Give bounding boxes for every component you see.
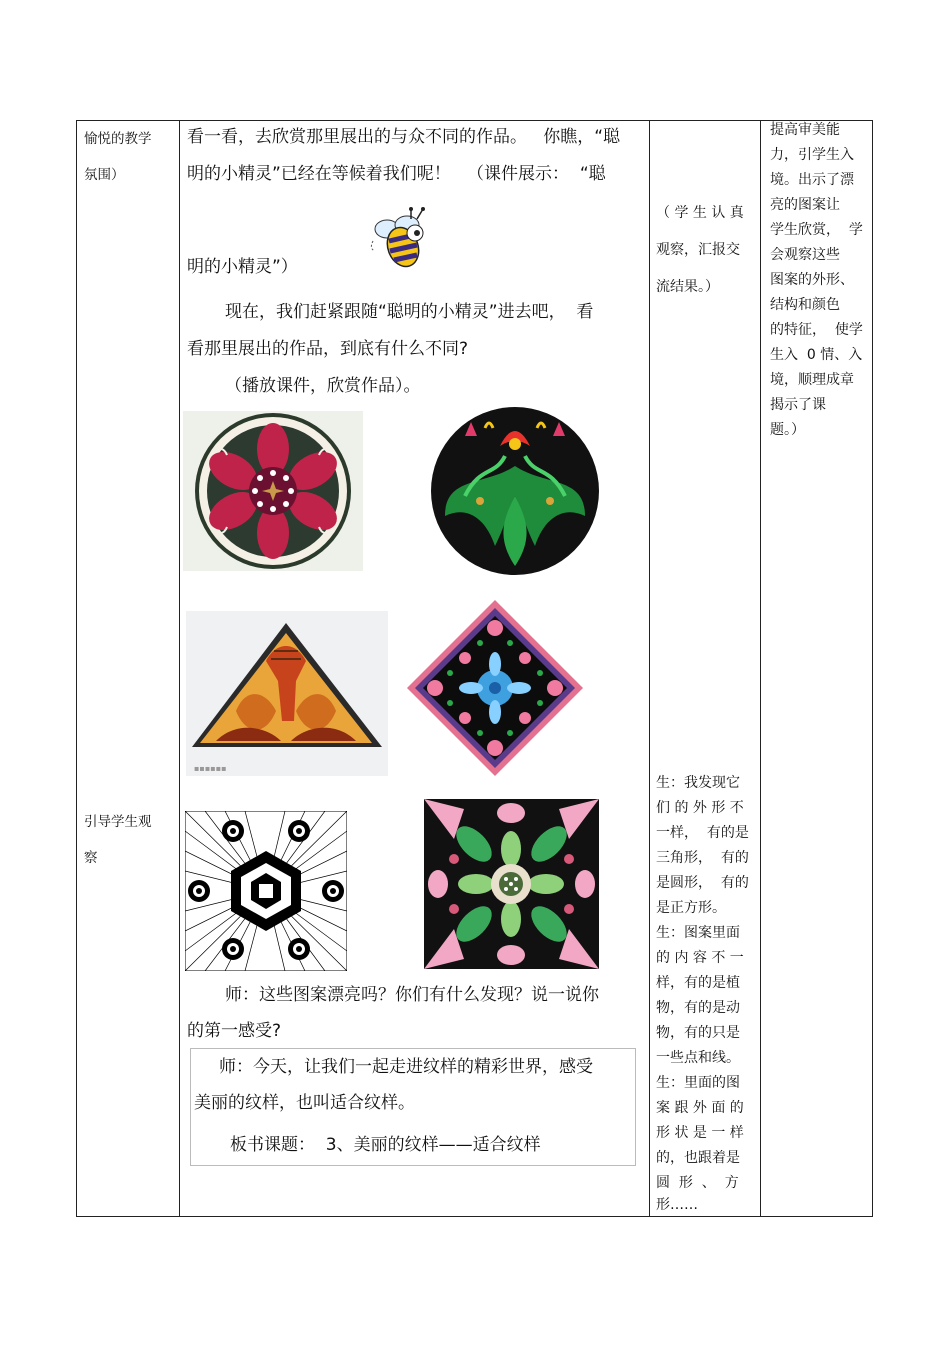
student-answer: 三角形， 有的 xyxy=(656,850,749,866)
student-activity-column xyxy=(650,121,760,1216)
paragraph-line: 师：今天，让我们一起走进纹样的精彩世界，感受 xyxy=(219,1057,593,1077)
intent-note: 的特征， 使学 xyxy=(770,322,863,338)
lesson-table xyxy=(76,120,873,1217)
intent-note: 会观察这些 xyxy=(770,247,840,263)
triangle-pattern-image xyxy=(186,611,388,776)
paragraph-line: 美丽的纹样，也叫适合纹样。 xyxy=(194,1093,415,1113)
paragraph-line: 师：这些图案漂亮吗？你们有什么发现？说一说你 xyxy=(225,985,599,1005)
student-answer: 一些点和线。 xyxy=(656,1050,740,1066)
paragraph-line: 看一看，去欣赏那里展出的与众不同的作品。 你瞧，“聪 xyxy=(187,127,621,147)
student-answer: 生：图案里面 xyxy=(656,925,740,941)
bee-mascot-image xyxy=(367,207,433,277)
student-note: （ 学 生 认 真 xyxy=(656,205,744,221)
intent-note: 学生欣赏， 学 xyxy=(770,222,863,238)
student-note: 流结果。） xyxy=(656,279,719,295)
stage-label: 愉悦的教学 xyxy=(84,131,152,147)
svg-text:▪▪▪▪▪▪: ▪▪▪▪▪▪ xyxy=(194,764,227,773)
intent-note: 结构和颜色 xyxy=(770,297,840,313)
stage-label: 氛围） xyxy=(84,167,125,183)
student-answer: 的 内 容 不 一 xyxy=(656,950,744,966)
intent-note: 揭示了课 xyxy=(770,397,826,413)
intent-note: 图案的外形、 xyxy=(770,272,854,288)
teacher-activity-column xyxy=(180,121,649,1216)
paragraph-line: 的第一感受? xyxy=(187,1021,282,1041)
intent-note: 境，顺理成章 xyxy=(770,372,854,388)
student-answer: 物，有的只是 xyxy=(656,1025,740,1041)
lesson-topic-box xyxy=(190,1048,636,1166)
design-intent-column xyxy=(761,121,872,1216)
paragraph-line: 现在，我们赶紧跟随“聪明的小精灵”进去吧， 看 xyxy=(225,302,594,322)
paragraph-line: 明的小精灵”） xyxy=(187,257,298,277)
student-answer: 是圆形， 有的 xyxy=(656,875,749,891)
student-note: 观察，汇报交 xyxy=(656,242,740,258)
stage-label: 引导学生观 xyxy=(84,814,152,830)
round-plant-pattern-image xyxy=(425,406,605,576)
intent-note: 境。出示了漂 xyxy=(770,172,854,188)
intent-note: 生入 0 情、入 xyxy=(770,347,863,363)
intent-note: 提高审美能 xyxy=(770,122,840,138)
student-answer: 样，有的是植 xyxy=(656,975,740,991)
board-title: 板书课题： 3、美丽的纹样——适合纹样 xyxy=(230,1135,541,1155)
square-floral-pattern-image xyxy=(424,799,599,969)
student-answer: 生：我发现它 xyxy=(656,775,740,791)
student-answer: 案 跟 外 面 的 xyxy=(656,1100,744,1116)
student-answer: 一样， 有的是 xyxy=(656,825,749,841)
student-answer: 生：里面的图 xyxy=(656,1075,740,1091)
diamond-flower-pattern-image xyxy=(405,598,585,778)
black-white-line-pattern-image xyxy=(185,811,347,971)
student-answer: 形 状 是 一 样 xyxy=(656,1125,744,1141)
paragraph-line: 看那里展出的作品，到底有什么不同? xyxy=(187,339,469,359)
stage-column xyxy=(77,121,179,1216)
round-flower-pattern-image xyxy=(183,411,363,571)
paragraph-line: 明的小精灵”已经在等候着我们呢！ （课件展示： “聪 xyxy=(187,164,606,184)
paragraph-line: （播放课件，欣赏作品）。 xyxy=(225,376,421,396)
student-answer: 们 的 外 形 不 xyxy=(656,800,744,816)
student-answer: 是正方形。 xyxy=(656,900,726,916)
student-answer: 的，也跟着是 xyxy=(656,1150,740,1166)
intent-note: 亮的图案让 xyxy=(770,197,840,213)
intent-note: 题。） xyxy=(770,422,805,438)
student-answer: 物，有的是动 xyxy=(656,1000,740,1016)
stage-label: 察 xyxy=(84,850,98,866)
student-answer: 圆 形 、 方 xyxy=(656,1175,739,1191)
intent-note: 力，引学生入 xyxy=(770,147,854,163)
student-answer: 形…… xyxy=(656,1197,698,1213)
